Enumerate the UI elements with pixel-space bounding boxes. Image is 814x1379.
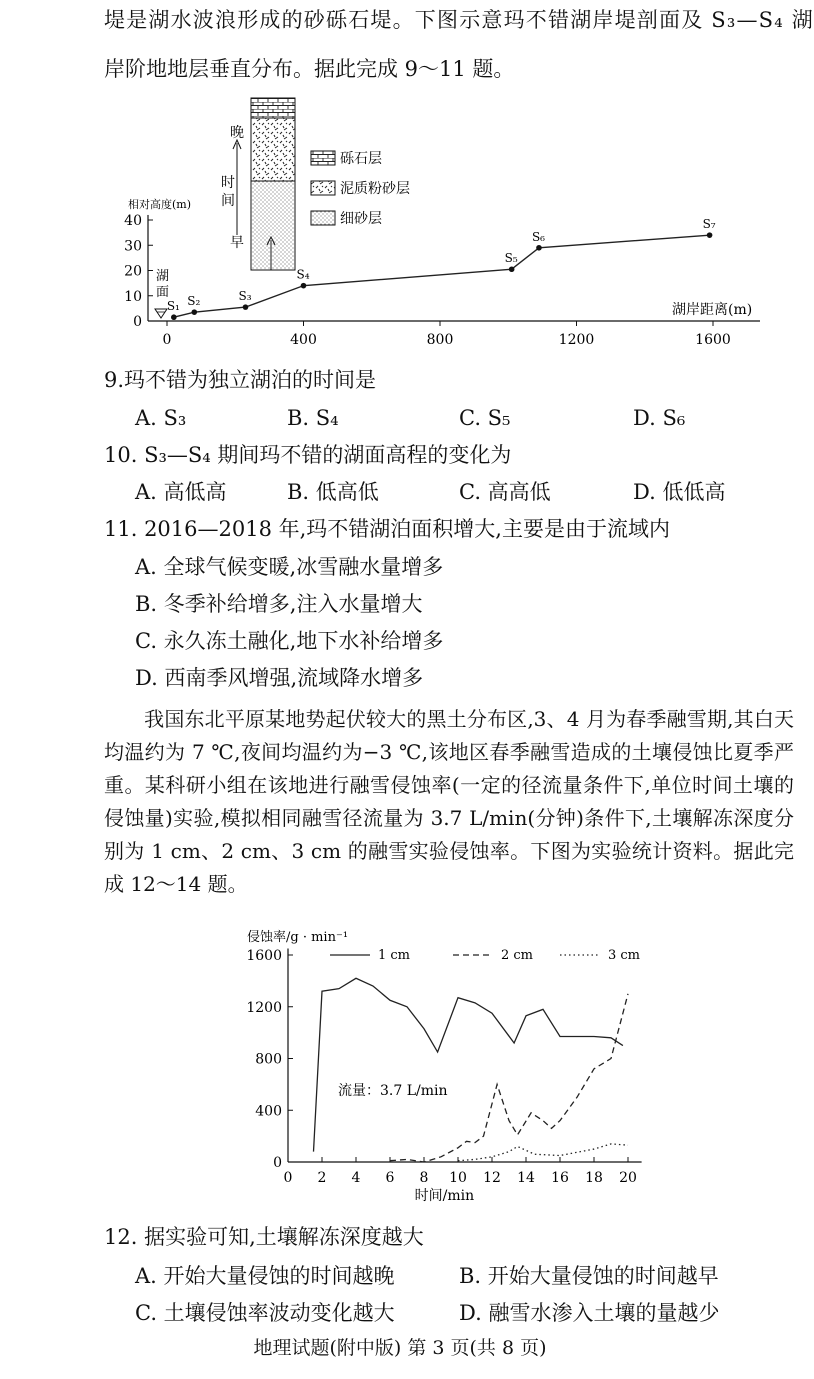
chart-ytick-label: 400 [255, 1103, 282, 1120]
fig1-point [243, 304, 249, 310]
question-stem: 12. 据实验可知,土壤解冻深度越大 [104, 1225, 424, 1249]
answer-option[interactable]: D. 融雪水渗入土壤的量越少 [459, 1301, 720, 1325]
question-stem: 11. 2016—2018 年,玛不错湖泊面积增大,主要是由于流域内 [104, 517, 670, 541]
answer-option[interactable]: B. 低高低 [287, 480, 379, 504]
chart-xtick-label: 6 [385, 1170, 395, 1186]
question-stem: 10. S₃—S₄ 期间玛不错的湖面高程的变化为 [104, 443, 512, 467]
chart-annotation: 流量：3.7 L/min [338, 1083, 448, 1099]
answer-option[interactable]: D. 西南季风增强,流域降水增多 [135, 666, 424, 690]
fig1-point [192, 309, 198, 315]
chart-ylabel: 侵蚀率/g · min⁻¹ [247, 930, 349, 945]
fig1-ytick-label: 30 [124, 238, 142, 255]
legend-series-label: 2 cm [501, 948, 534, 963]
chart-xlabel: 时间/min [414, 1188, 475, 1204]
fig1-ytick-label: 20 [124, 263, 142, 280]
legend-series-label: 3 cm [608, 948, 641, 963]
fig1-xtick-label: 400 [290, 332, 317, 348]
passage-12-14 [104, 703, 794, 901]
fig1-point [171, 314, 177, 320]
answer-option[interactable]: B. 冬季补给增多,注入水量增大 [135, 592, 423, 616]
answer-option[interactable]: D. 低低高 [633, 480, 726, 504]
chart-ytick-label: 800 [255, 1051, 282, 1068]
fig1-ylabel: 相对高度(m) [128, 198, 192, 211]
legend-series-label: 1 cm [378, 948, 411, 963]
time-label: 时 [221, 175, 235, 191]
answer-option[interactable]: C. S₅ [459, 406, 511, 430]
answer-option[interactable]: C. 永久冻土融化,地下水补给增多 [135, 629, 444, 653]
answer-option[interactable]: A. 开始大量侵蚀的时间越晚 [135, 1264, 395, 1288]
fig1-point-label: S₄ [296, 267, 310, 282]
fig1-point [536, 245, 542, 251]
gravel-layer [251, 98, 295, 118]
chart-xtick-label: 4 [351, 1170, 361, 1186]
page-footer: 地理试题(附中版) 第 3 页(共 8 页) [253, 1337, 547, 1359]
chart-ytick-label: 1200 [246, 999, 282, 1016]
chart-xtick-label: 12 [483, 1170, 501, 1186]
legend-label: 泥质粉砂层 [340, 181, 410, 197]
fig1-ytick-label: 40 [124, 213, 142, 229]
time-early-label: 早 [230, 235, 244, 251]
fig1-xlabel: 湖岸距离(m) [672, 302, 753, 318]
chart-xtick-label: 10 [449, 1170, 467, 1186]
legend-silt-swatch [311, 181, 335, 195]
chart-xtick-label: 2 [317, 1170, 327, 1186]
chart-ytick-label: 1600 [246, 948, 282, 964]
fig1-ytick-label: 0 [133, 314, 142, 330]
chart-xtick-label: 16 [551, 1170, 569, 1186]
lake-profile-figure [0, 95, 800, 355]
chart-xtick-label: 14 [517, 1170, 535, 1186]
legend-label: 细砂层 [340, 211, 382, 227]
fig1-xtick-label: 0 [162, 332, 172, 348]
fig1-point [301, 283, 307, 289]
fig1-point-label: S₆ [531, 229, 545, 244]
chart-xtick-label: 18 [585, 1170, 603, 1186]
lake-surface-icon [155, 309, 167, 318]
intro-line-2: 岸阶地地层垂直分布。据此完成 9～11 题。 [104, 57, 515, 81]
fig1-point-label: S₇ [702, 217, 716, 232]
passage-text: 我国东北平原某地势起伏较大的黑土分布区,3、4 月为春季融雪期,其白天均温约为 7 ℃,夜间均温约为−3 ℃,该地区春季融雪造成的土壤侵蚀比夏季严重。某科研小组在该地进行融雪侵蚀率(一定的径流量条件下,单位时间土壤的侵蚀量)实验,模拟相同融雪径流量为 3.7 L/min(分钟)条件下,土壤解冻深度分别为 1 cm、2 cm、3 cm 的融雪实验侵蚀率。下图为实验统计资料。据此完成 12～14 题。 [104, 707, 794, 896]
fig1-point-label: S₁ [166, 299, 180, 314]
fig1-point-label: S₅ [504, 251, 518, 266]
series-line-dotted [458, 1144, 628, 1161]
fig1-point-label: S₂ [187, 294, 201, 309]
chart-xtick-label: 8 [419, 1170, 429, 1186]
fig1-ytick-label: 10 [124, 288, 142, 305]
answer-option[interactable]: D. S₆ [633, 406, 686, 430]
erosion-rate-chart [0, 925, 800, 1204]
fig1-lake-label: 面 [156, 285, 170, 300]
chart-xtick-label: 20 [619, 1170, 637, 1186]
chart-ytick-label: 0 [273, 1155, 282, 1171]
time-label: 间 [221, 193, 235, 209]
legend-sand-swatch [311, 211, 335, 225]
answer-option[interactable]: C. 土壤侵蚀率波动变化越大 [135, 1301, 395, 1325]
fig1-xtick-label: 1200 [558, 332, 595, 348]
answer-option[interactable]: B. 开始大量侵蚀的时间越早 [459, 1264, 719, 1288]
question-stem: 9.玛不错为独立湖泊的时间是 [104, 368, 377, 392]
answer-option[interactable]: A. 高低高 [135, 480, 227, 504]
fine-sand-layer [251, 181, 295, 270]
time-late-label: 晚 [230, 125, 244, 141]
fig1-xtick-label: 1600 [695, 332, 731, 348]
fig1-point [707, 232, 713, 238]
answer-option[interactable]: A. S₃ [135, 406, 187, 430]
silt-layer [251, 118, 295, 181]
fig1-xtick-label: 800 [426, 332, 454, 348]
answer-option[interactable]: C. 高高低 [459, 480, 551, 504]
fig1-point [509, 266, 515, 272]
intro-line-1: 堤是湖水波浪形成的砂砾石堤。下图示意玛不错湖岸堤剖面及 S₃—S₄ 湖 [104, 8, 814, 32]
answer-option[interactable]: B. S₄ [287, 406, 339, 430]
answer-option[interactable]: A. 全球气候变暖,冰雪融水量增多 [135, 555, 444, 579]
legend-label: 砾石层 [340, 151, 382, 167]
series-line-solid [314, 978, 623, 1151]
series-line-dashed [390, 994, 628, 1162]
fig1-lake-label: 湖 [156, 269, 170, 284]
chart-xtick-label: 0 [283, 1170, 293, 1186]
fig1-point-label: S₃ [238, 289, 252, 304]
legend-gravel-swatch [311, 151, 335, 165]
